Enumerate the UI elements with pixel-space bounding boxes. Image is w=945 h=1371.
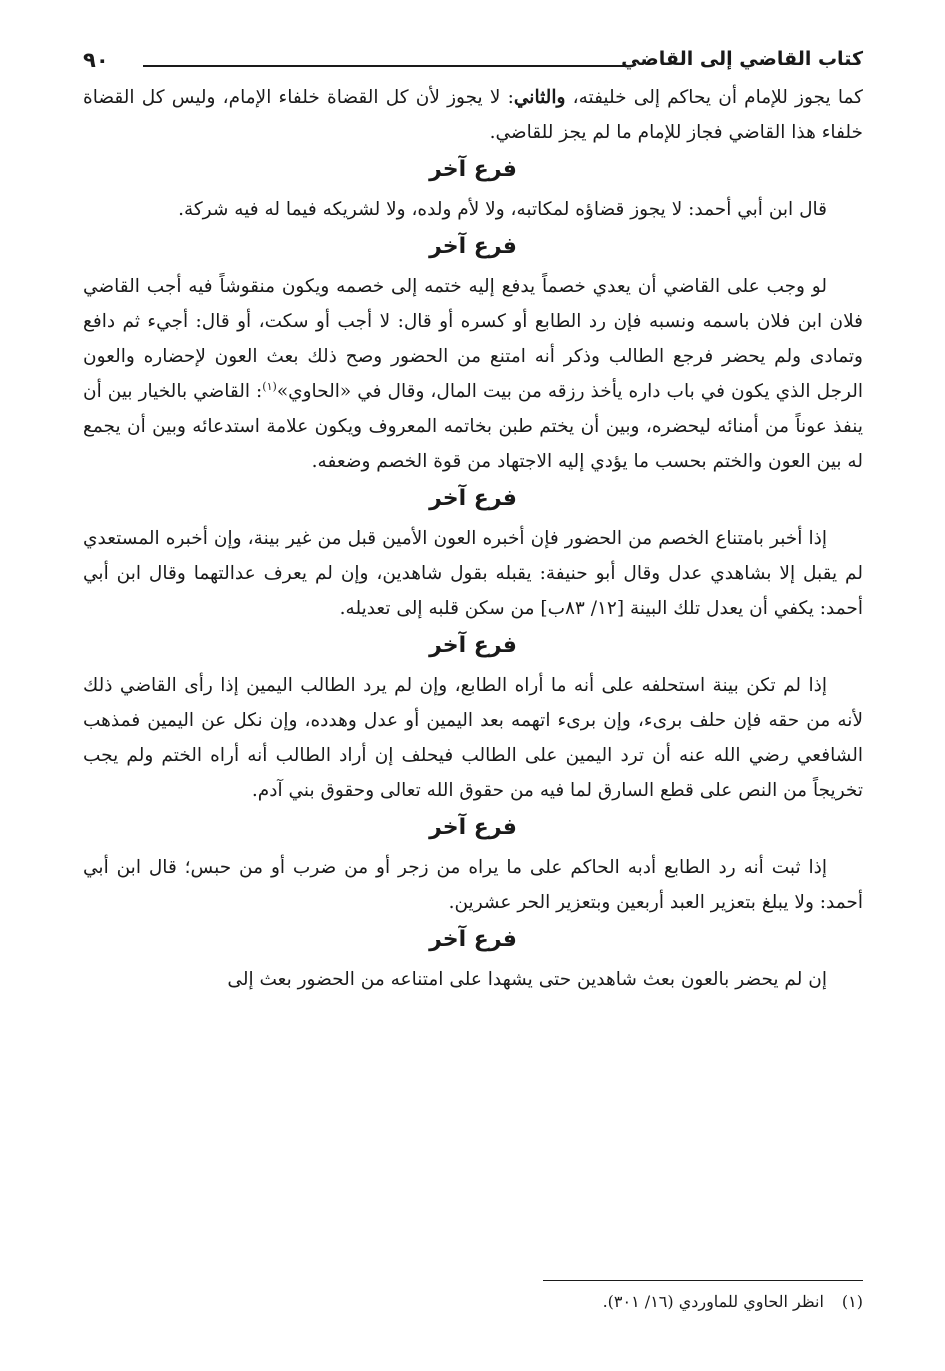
section-heading: فرع آخر xyxy=(429,815,517,840)
footnote-text: انظر الحاوي للماوردي (١٦/ ٣٠١). xyxy=(602,1292,824,1311)
bold-term: والثاني xyxy=(513,87,566,108)
section-heading: فرع آخر xyxy=(429,486,517,511)
section-paragraph: إذا أخبر بامتناع الخصم من الحضور فإن أخبره العون الأمين قبل من غير بينة، وإن أخبره المستعدي لم يقبل إلا بشاهدي عدل وقال أبو حنيفة: يقبله بقول شاهدين، وإن لم يعرف عدالتهما وقال ابن أبي أحمد: يكفي أن يعدل تلك البينة [١٢/ ٨٣ب] من سكن قلبه إلى تعديله. xyxy=(83,528,863,619)
section-heading: فرع آخر xyxy=(429,157,517,182)
section-heading: فرع آخر xyxy=(429,633,517,658)
page-number: ٩٠ xyxy=(83,48,109,72)
section-paragraph: إن لم يحضر بالعون بعث شاهدين حتى يشهدا على امتناعه من الحضور بعث إلى xyxy=(227,969,827,990)
section-paragraph: إذا لم تكن بينة استحلفه على أنه ما أراه الطابع، وإن لم يرد الطالب اليمين إذا رأى القاضي ذلك لأنه من حقه فإن حلف برىء، وإن برىء اتهمه بعد اليمين أو عدل وهدده، وإن نكل عن اليمين فمذهب الشافعي رضي الله عنه أن ترد اليمين على الطالب فيحلف إن أراد الطالب أنه أراه الختم ولم يجب تخريجاً من النص على قطع السارق لما فيه من حقوق الله تعالى وحقوق بني آدم. xyxy=(83,675,863,801)
intro-paragraph: كما يجوز للإمام أن يحاكم إلى خليفته، والثاني: لا يجوز لأن كل القضاة خلفاء الإمام، وليس كل القضاة خلفاء هذا القاضي فجاز للإمام ما لم يجز للقاضي. xyxy=(83,87,863,143)
section-paragraph: قال ابن أبي أحمد: لا يجوز قضاؤه لمكاتبه، ولا لأم ولده، ولا لشريكه فيما له فيه شركة. xyxy=(178,199,827,220)
section-heading: فرع آخر xyxy=(429,234,517,259)
footnote-rule xyxy=(543,1280,863,1281)
section-paragraph: لو وجب على القاضي أن يعدي خصماً يدفع إليه ختمه إلى خصمه ويكون منقوشاً فيه أجب القاضي فلان ابن فلان باسمه ونسبه فإن رد الطابع أو كسره أو قال: لا أجب أو سكت، أو قال: أجيء ثم دافع وتمادى ولم يحضر فرجع الطالب وذكر أنه امتنع من الحضور وصح ذلك بعث العون لإحضاره والعون الرجل الذي يكون في باب داره يأخذ رزقه من بيت المال، وقال في «الحاوي»$^{(١)}$: القاضي بالخيار بين أن ينفذ عوناً من أمنائه ليحضره، وبين أن يختم طبن بخاتمه المعروف ويكون علامة استدعائه وبين أن يجمع له بين العون والختم بحسب ما يؤدي إليه الاجتهاد من قوة الخصم وضعفه. xyxy=(83,276,863,472)
footnote-reference[interactable]: (١) xyxy=(262,379,277,393)
document-page xyxy=(83,40,863,1311)
book-title: كتاب القاضي إلى القاضي xyxy=(621,48,863,70)
section-paragraph: إذا ثبت أنه رد الطابع أدبه الحاكم على ما يراه من زجر أو من ضرب أو من حبس؛ قال ابن أبي أحمد: ولا يبلغ بتعزير العبد أربعين وبتعزير الحر عشرين. xyxy=(83,857,863,913)
section-heading: فرع آخر xyxy=(429,927,517,952)
footnote-number: (١) xyxy=(841,1292,863,1311)
running-head xyxy=(83,40,863,80)
footnote xyxy=(603,1290,863,1314)
header-rule xyxy=(143,65,633,67)
